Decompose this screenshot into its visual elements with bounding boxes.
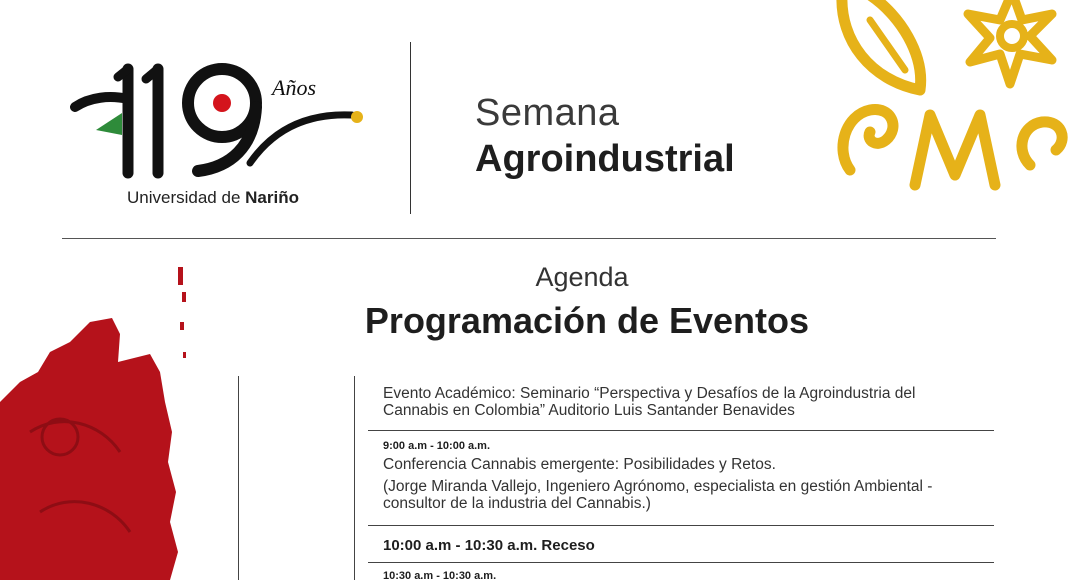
row-divider — [368, 430, 994, 431]
logo-years-text: Años — [272, 75, 316, 100]
session2-time: 10:30 a.m - 10:30 a.m. — [383, 570, 497, 582]
session1-time: 9:00 a.m - 10:00 a.m. — [383, 440, 491, 452]
university-name-bold: Nariño — [245, 188, 299, 207]
logo-red-dot — [213, 94, 231, 112]
academic-event-intro: Evento Académico: Seminario “Perspectiva y Desafíos de la Agroindustria del Cannabis en Colombia” Auditorio Luis Santander Benavides — [383, 385, 916, 419]
session1-speaker: (Jorge Miranda Vallejo, Ingeniero Agrónomo, especialista en gestión Ambiental - consultor de la industria del Cannabis.) — [383, 478, 933, 512]
logo-left-swoosh — [75, 97, 128, 107]
left-vertical-line — [238, 376, 239, 580]
session1-title: Conferencia Cannabis emergente: Posibilidades y Retos. — [383, 456, 776, 473]
university-prefix: Universidad de — [127, 188, 246, 207]
recess-row: 10:00 a.m - 10:30 a.m. Receso — [383, 537, 595, 554]
header-divider — [410, 42, 411, 214]
logo-green-triangle — [96, 113, 122, 135]
logo-digit-one-a-top — [118, 69, 128, 77]
section-divider — [62, 238, 996, 239]
university-name — [127, 188, 299, 208]
row-divider — [368, 562, 994, 563]
event-line2: Agroindustrial — [475, 138, 735, 180]
logo-yellow-dot — [351, 111, 363, 123]
event-line1: Semana — [475, 92, 620, 134]
schedule-vertical-line — [354, 376, 355, 580]
logo-sweep-line — [250, 115, 352, 163]
agenda-label: Agenda — [535, 262, 629, 292]
decorative-motif — [830, 0, 1068, 195]
program-title: Programación de Eventos — [364, 300, 810, 341]
row-divider — [368, 525, 994, 526]
